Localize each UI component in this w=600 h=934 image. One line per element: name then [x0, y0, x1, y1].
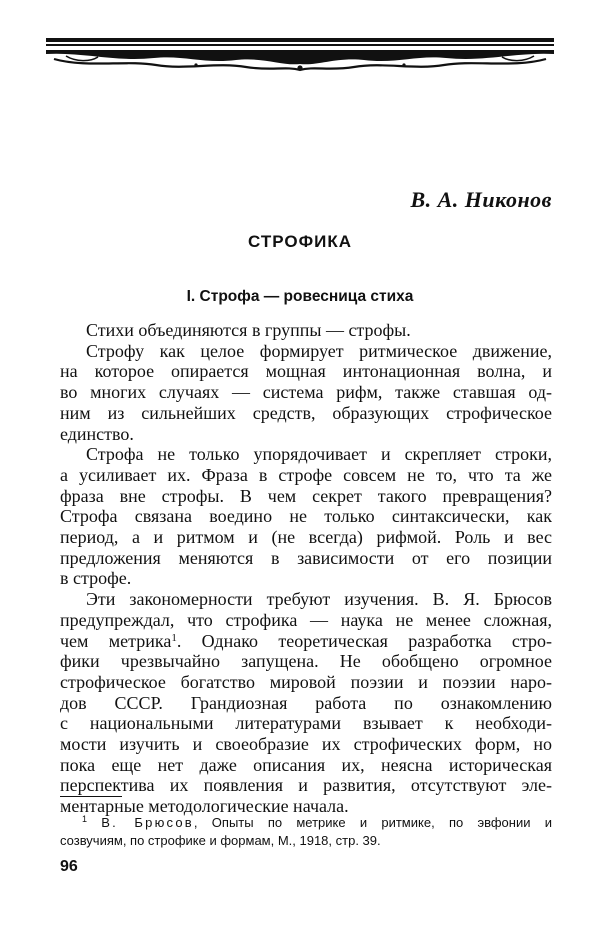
footnote: [60, 814, 552, 850]
footnote-line: созвучиям, по строфике и формам, М., 1918, стр. 39.: [60, 833, 381, 848]
body-line: Эти закономерности требуют изучения. В. Я. Брюсов: [86, 589, 552, 610]
body-line: строфическое богатство мировой поэзии и поэзии наро-: [60, 671, 552, 692]
body-line: предупреждал, что строфика — наука не менее сложная,: [60, 609, 552, 630]
body-line: пока еще нет даже описания их, неясна историческая: [60, 754, 552, 775]
body-text-fragment: . Однако теоретическая разработка стро-: [176, 630, 552, 651]
body-line: дов СССР. Грандиозная работа по ознакомлению: [60, 692, 552, 713]
body-line: перспектива их появления и развития, отсутствуют эле-: [60, 775, 552, 796]
footnote-line: [60, 814, 552, 832]
footnote-author: В. Брюсов: [101, 815, 194, 830]
footnote-divider: [60, 796, 122, 797]
body-text-fragment: чем метрика: [60, 630, 172, 651]
body-line: Стихи объединяются в группы — строфы.: [86, 320, 411, 340]
body-line: [60, 631, 552, 652]
body-line: ним из сильнейших средств, образующих строфическое: [60, 402, 552, 423]
article-body: [60, 320, 552, 817]
body-line: в строфе.: [60, 568, 132, 589]
body-line: Строфу как целое формирует ритмическое движение,: [86, 340, 552, 361]
body-line: единство.: [60, 423, 134, 444]
body-line: фики чрезвычайно запущена. Не обобщено огромное: [60, 651, 552, 672]
footnote-reference: 1: [171, 631, 177, 644]
body-line: Строфа не только упорядочивает и скрепляет строки,: [86, 444, 552, 465]
body-line: период, а и ритмом и (не всегда) рифмой. Роль и вес: [60, 527, 552, 548]
body-line: предложения меняются в зависимости от его позиции: [60, 547, 552, 568]
page-number: 96: [60, 858, 78, 875]
body-line: на которое опирается мощная интонационная волна, и: [60, 361, 552, 382]
footnote-citation: , Опыты по метрике и ритмике, по эвфонии и: [193, 815, 552, 830]
article-title: СТРОФИКА: [248, 232, 352, 251]
body-line: ментарные методологические начала.: [60, 796, 349, 817]
section-heading: I. Строфа — ровесница стиха: [186, 288, 414, 305]
body-line: а усиливает их. Фраза в строфе совсем не то, что та же: [60, 464, 552, 485]
body-line: Строфа связана воедино не только синтаксически, как: [60, 506, 552, 527]
decorative-header-ornament: [46, 38, 554, 72]
body-line: с национальными литературами взывает к необходи-: [60, 713, 552, 734]
body-line: во многих случаях — система рифм, также ставшая од-: [60, 382, 552, 403]
body-line: фраза вне строфы. В чем секрет такого превращения?: [60, 485, 552, 506]
body-line: мости изучить и своеобразие их строфических форм, но: [60, 734, 552, 755]
author-name: В. А. Никонов: [410, 187, 552, 212]
footnote-marker: 1: [82, 814, 88, 824]
